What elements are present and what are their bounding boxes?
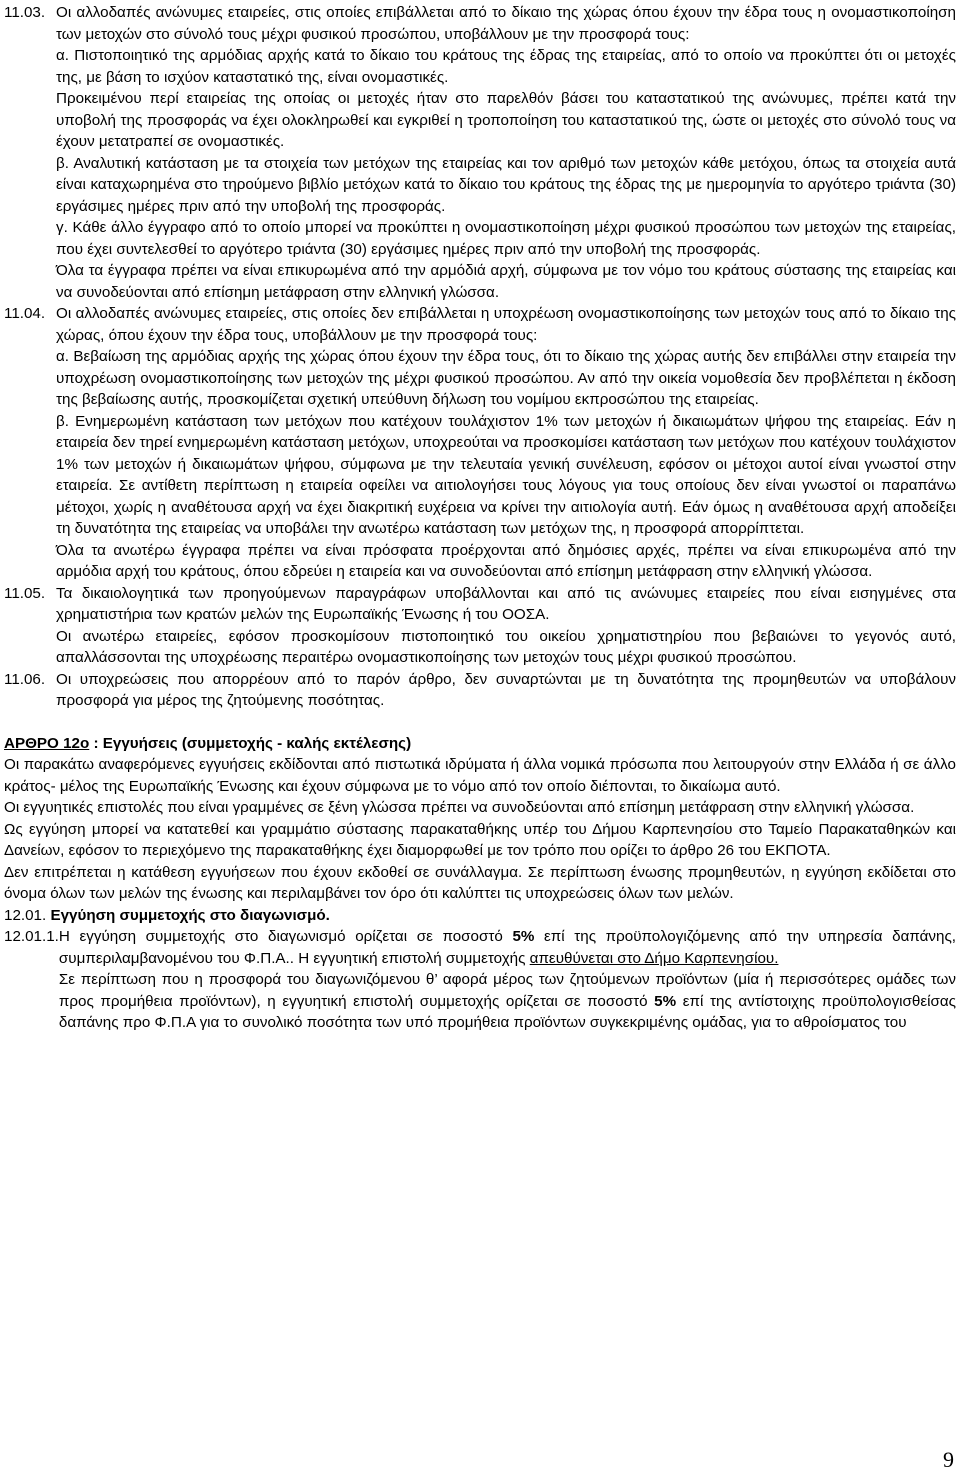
paragraph: Προκειμένου περί εταιρείας της οποίας οι μετοχές ήταν στο παρελθόν βάσει του καταστατικού της ανώνυμες, πρέπει κατά την υποβολή της προσφοράς να έχει ολοκληρωθεί και εγκριθεί η τροποποίηση του καταστατικού της, ώστε οι μετοχές στο σύνολό τους να έχουν μετατραπεί σε ονομαστικές. [56,90,956,150]
paragraph [59,969,956,1034]
item-beta: β. Αναλυτική κατάσταση με τα στοιχεία των μετόχων της εταιρείας και τον αριθμό των μετοχών κάθε μετόχου, όπως τα στοιχεία αυτά είναι καταχωρημένα στο τηρούμενο βιβλίο μετόχων κατά το δίκαιο του κράτους της έδρας της με ημερομηνία το αργότερο τριάντα (30) εργάσιμες ημέρες πριν από την υποβολή της προσφοράς. [56,154,956,215]
paragraph: Οι ανωτέρω εταιρείες, εφόσον προσκομίσουν πιστοποιητικό του οικείου χρηματιστηρίου που βεβαιώνει το γεγονός αυτό, απαλλάσσονται της υποχρέωσης περαιτέρω ονομαστικοποίησης των μετοχών τους μέχρι φυσικού προσώπου. [56,627,956,666]
text-run: επί της προϋπολογιζόμενης από την υπηρεσία δαπάνης, συμπεριλαμβανομένου του Φ.Π.Α.. Η εγγυητική επιστολή συμμετοχής [58,928,956,967]
paragraph: Οι παρακάτω αναφερόμενες εγγυήσεις εκδίδονται από πιστωτικά ιδρύματα ή άλλα νομικά πρόσωπα που λειτουργούν στην Ελλάδα ή σε άλλο κράτος- μέλος της Ευρωπαϊκής Ένωσης και έχουν σύμφωνα με το νόμο από τον οποίο διέπονται, το δικαίωμα αυτό. [4,756,956,795]
page-number: 9 [943,1446,954,1472]
underlined-text: απευθύνεται στο Δήμο Καρπενησίου. [529,949,779,967]
section-number: 12.01. [4,906,47,924]
text-run: Σε περίπτωση που η προσφορά του διαγωνιζόμενου θ’ αφορά μέρος των ζητούμενων προϊόντων (μία ή περισσότερες ομάδες των προς προμήθεια προϊόντων), η εγγυητική επιστολή συμμετοχής ορίζεται σε ποσοστό [58,971,956,1010]
paragraph: Δεν επιτρέπεται η κατάθεση εγγυήσεων που έχουν εκδοθεί σε συνάλλαγμα. Σε περίπτωση ένωσης προμηθευτών, η εγγύηση εκδίδεται στο όνομα όλων των μελών της ένωσης και περιλαμβάνει τον όρο ότι καλύπτει τις υποχρεώσεις όλων των μελών. [4,863,956,902]
section-number: 11.06. [4,670,46,688]
percentage: 5% [512,928,535,945]
section-number: 11.05. [4,584,46,602]
section-11-05 [4,583,956,669]
item-alpha: α. Πιστοποιητικό της αρμόδιας αρχής κατά το δίκαιο του κράτους της έδρας της εταιρείας, από το οποίο να προκύπτει ότι οι μετοχές της, με βάση το ισχύον καταστατικό της, είναι ονομαστικές. [56,47,956,86]
section-12-01-1 [4,926,956,1034]
text-run: Η εγγύηση συμμετοχής στο διαγωνισμό ορίζεται σε ποσοστό [58,928,513,945]
paragraph: Ως εγγύηση μπορεί να κατατεθεί και γραμμάτιο σύστασης παρακαταθήκης υπέρ του Δήμου Καρπενησίου στο Ταμείο Παρακαταθηκών και Δανείων, εφόσον το περιεχόμενο της παρακαταθήκης έχει διαμορφωθεί με τον τρόπο που ορίζει το άρθρο 26 του ΕΚΠΟΤΑ. [4,820,956,859]
paragraph: Οι εγγυητικές επιστολές που είναι γραμμένες σε ξένη γλώσσα πρέπει να συνοδεύονται από επίσημη μετάφραση στην ελληνική γλώσσα. [4,799,915,816]
paragraph: Τα δικαιολογητικά των προηγούμενων παραγράφων υποβάλλονται και από τις ανώνυμες εταιρείες που είναι εισηγμένες στα χρηματιστήρια των κρατών μελών της Ευρωπαϊκής Ένωσης ή του ΟΟΣΑ. [56,584,956,623]
section-11-03 [4,2,956,303]
spacer [4,712,956,733]
section-number: 11.04. [4,305,46,322]
paragraph: Όλα τα έγγραφα πρέπει να είναι επικυρωμένα από την αρμόδιά αρχή, σύμφωνα με τον νόμο του κράτους σύστασης της εταιρείας και να συνοδεύονται από επίσημη μετάφραση στην ελληνική γλώσσα. [56,262,956,301]
text-run: επί της αντίστοιχης προϋπολογισθείσας δαπάνης προ Φ.Π.Α για τo συνολικό ποσότητα των υπό προμήθεια προϊόντων συγκεκριμένης ομάδας, για το αθροίσματος του [58,992,956,1031]
item-alpha: α. Βεβαίωση της αρμόδιας αρχής της χώρας όπου έχουν την έδρα τους, ότι το δίκαιο της χώρας αυτής δεν επιβάλλει στην εταιρεία την υποχρέωση ονομαστικοποίησης των μετοχών της μέχρι φυσικού προσώπου. Αν από την οικεία νομοθεσία δεν προβλέπεται η έκδοση της βεβαίωσης αυτής, προσκομίζεται σχετική υπεύθυνη δήλωση του νομίμου εκπροσώπου της εταιρείας. [56,348,956,408]
section-number: 11.03. [4,4,46,21]
paragraph: Οι αλλοδαπές ανώνυμες εταιρείες, στις οποίες δεν επιβάλλεται η υποχρέωση ονομαστικοποίησης των μετοχών τους από το δίκαιο της χώρας, όπου έχουν την έδρα τους, υποβάλλουν με την προσφορά τους: [56,305,956,344]
paragraph [59,926,956,969]
article-heading [4,733,956,755]
section-11-06 [4,669,956,712]
paragraph: Οι αλλοδαπές ανώνυμες εταιρείες, στις οποίες επιβάλλεται από το δίκαιο της χώρας όπου έχουν την έδρα τους η ονομαστικοποίηση των μετοχών στο σύνολό τους μέχρι φυσικού προσώπου, υποβάλλουν με την προσφορά τους: [56,4,956,43]
article-number: ΑΡΘΡΟ 12ο [4,734,90,752]
percentage: 5% [654,992,677,1010]
item-gamma: γ. Κάθε άλλο έγγραφο από το οποίο μπορεί να προκύπτει η ονομαστικοποίηση μέχρι φυσικού προσώπου των μετοχών της εταιρείας, που έχει συντελεσθεί το αργότερο τριάντα (30) εργάσιμες ημέρες πριν από την υποβολή της προσφοράς. [56,219,956,258]
paragraph: Οι υποχρεώσεις που απορρέουν από το παρόν άρθρο, δεν συναρτώνται με τη δυνατότητα της προμηθευτών να υποβάλουν προσφορά για μέρος της ζητούμενης ποσότητας. [56,670,956,709]
subsection-title: Εγγύηση συμμετοχής στο διαγωνισμό. [50,906,330,924]
subsection-heading [4,905,956,927]
paragraph: Όλα τα ανωτέρω έγγραφα πρέπει να είναι πρόσφατα προέρχονται από δημόσιες αρχές, πρέπει να είναι επικυρωμένα από την αρμόδια αρχή του κράτους, όπου εδρεύει η εταιρεία και να συνοδεύονται από επίσημη μετάφραση στην ελληνική γλώσσα. [56,541,956,580]
section-11-04 [4,303,956,583]
item-beta: β. Ενημερωμένη κατάσταση των μετόχων που κατέχουν τουλάχιστον 1% των μετοχών ή δικαιωμάτων ψήφου της εταιρείας. Εάν η εταιρεία δεν τηρεί ενημερωμένη κατάσταση μετόχων, υποχρεούται να προσκομίσει κατάσταση των μετόχων που κατέχουν τουλάχιστον 1% των μετοχών ή δικαιωμάτων ψήφου, σύμφωνα με την τελευταία γενική συνέλευση, εφόσον οι μέτοχοι αυτοί είναι γνωστοί στην εταιρεία. Σε αντίθετη περίπτωση η εταιρεία οφείλει να αιτιολογήσει τους λόγους για τους οποίους δεν είναι γνωστοί οι παραπάνω μέτοχοι, χωρίς η αναθέτουσα αρχή να έχει διακριτική ευχέρεια να κρίνει την αιτιολογία αυτή. Εάν όμως η αναθέτουσα αρχή αποδείξει τη δυνατότητα της εταιρείας να υποβάλει την ανωτέρω κατάσταση των μετόχων της, η προσφορά απορρίπτεται. [56,412,957,537]
section-number: 12.01.1. [4,928,59,945]
article-title: : Εγγυήσεις (συμμετοχής - καλής εκτέλεσης) [89,734,412,752]
